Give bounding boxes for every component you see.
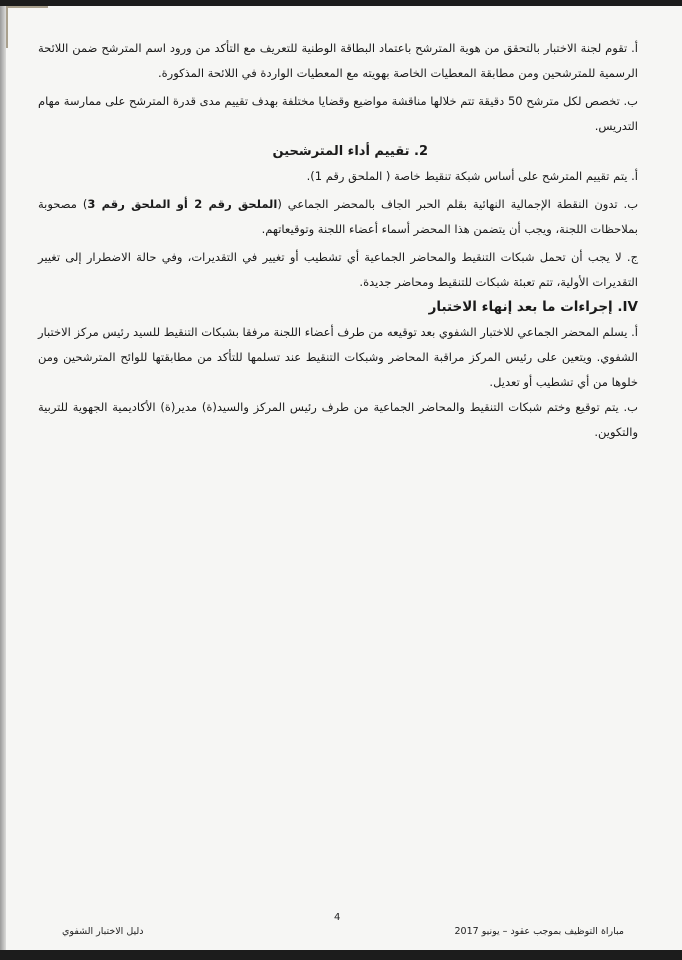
- screen-bottom-bar: [0, 950, 682, 960]
- paragraph-grading-grid: أ. يتم تقييم المترشح على أساس شبكة تنقيط خاصة ( الملحق رقم 1).: [306, 169, 638, 183]
- footer-guide-title: دليل الاختبار الشفوي: [62, 926, 144, 937]
- final-score-text-1: ب. تدون النقطة الإجمالية النهائية بقلم الحبر الجاف بالمحضر الجماعي (: [277, 197, 639, 211]
- document-body: [38, 36, 638, 445]
- paragraph-final-score: [38, 192, 638, 242]
- final-score-text-2: ) مصحوبة بملاحظات اللجنة، ويجب أن يتضمن هذا المحضر أسماء أعضاء اللجنة وتوقيعاتهم.: [38, 197, 638, 236]
- paragraph-identity-check: أ. تقوم لجنة الاختبار بالتحقق من هوية المترشح باعتماد البطاقة الوطنية للتعريف مع التأكد من ورود اسم المترشح ضمن اللائحة الرسمية للمترشحين ومن مطابقة المعطيات الخاصة بهويته مع المعطيات الواردة في اللائحة المذكورة.: [38, 41, 638, 80]
- paragraph-report-delivery: أ. يسلم المحضر الجماعي للاختبار الشفوي بعد توقيعه من طرف أعضاء اللجنة مرفقا بشبكات التنقيط للسيد رئيس مركز الاختبار الشفوي. ويتعين على رئيس المركز مراقبة المحاضر وشبكات التنقيط عند تسلمها للتأكد من مطابقتها للوائح المترشحين ومن خلوها من أي تشطيب أو تعديل.: [38, 325, 638, 389]
- section-heading-evaluation: 2. تقييم أداء المترشحين: [272, 144, 428, 159]
- page-footer: [0, 912, 682, 952]
- paragraph-no-erasure: ج. لا يجب أن تحمل شبكات التنقيط والمحاضر الجماعية أي تشطيب أو تغيير في التقديرات، وفي حالة الاضطرار إلى تغيير التقديرات الأولية، تتم تعبئة شبكات للتنقيط ومحاضر جديدة.: [38, 250, 638, 289]
- footer-exam-title: مباراة التوظيف بموجب عقود – يونيو 2017: [454, 926, 624, 937]
- page-shadow-edge: [0, 6, 6, 950]
- section-heading-post-exam: IV. إجراءات ما بعد إنهاء الاختبار: [428, 299, 638, 315]
- paragraph-time-allocation: ب. تخصص لكل مترشح 50 دقيقة تتم خلالها مناقشة مواضيع وقضايا مختلفة بهدف تقييم مدى قدرة المترشح على ممارسة مهام التدريس.: [38, 94, 638, 133]
- paragraph-signature-seal: ب. يتم توقيع وختم شبكات التنقيط والمحاضر الجماعية من طرف رئيس المركز والسيد(ة) مدير(ة) الأكاديمية الجهوية للتربية والتكوين.: [38, 400, 638, 439]
- page-number: 4: [334, 912, 341, 923]
- final-score-annex-ref: الملحق رقم 2 أو الملحق رقم 3: [87, 197, 278, 211]
